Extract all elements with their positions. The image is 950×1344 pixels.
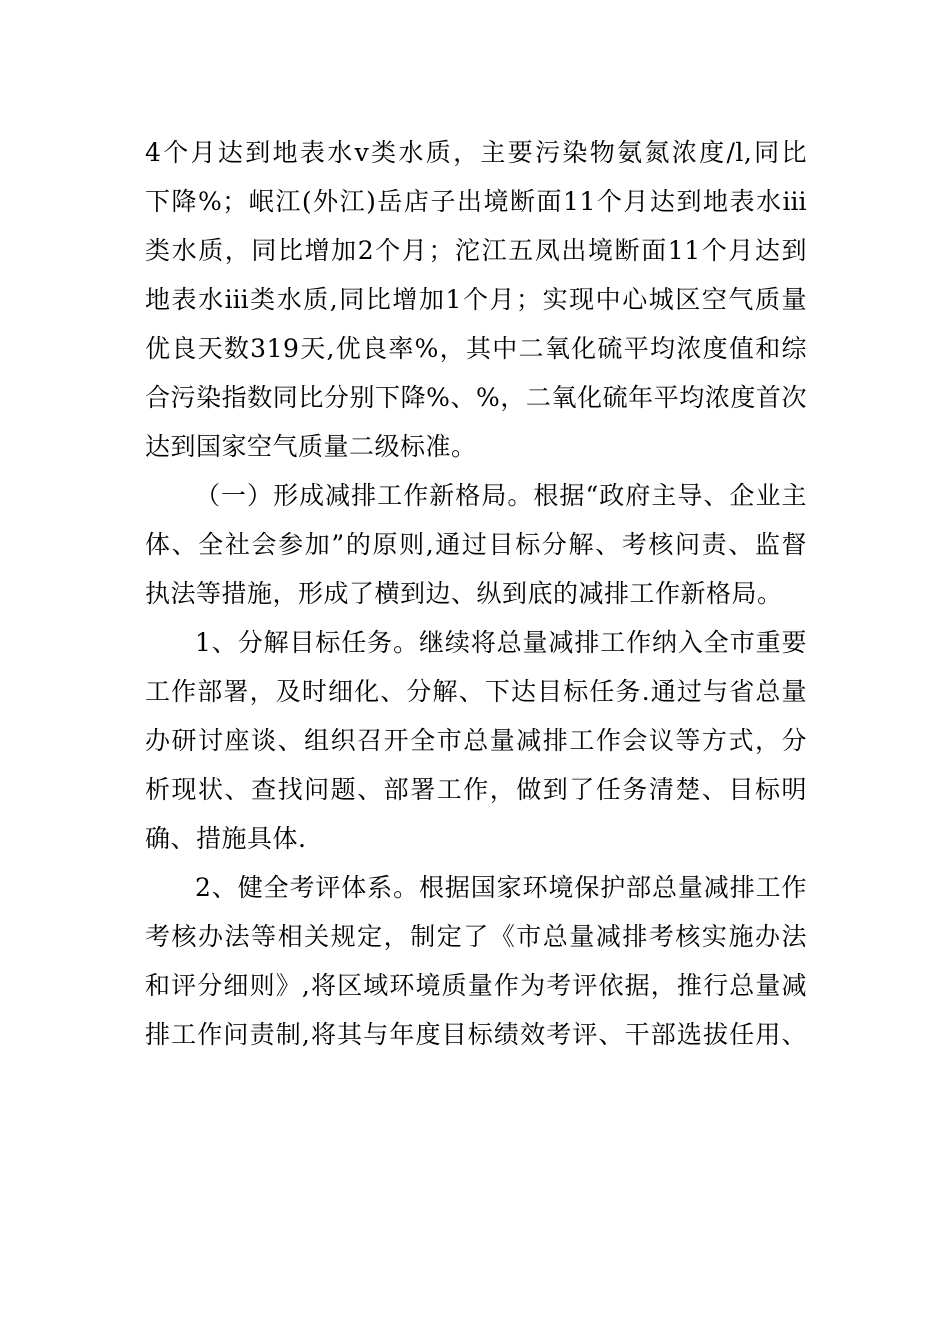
text-line: （一）形成减排工作新格局。根据“政府主导、企业主 <box>195 481 807 510</box>
text-line: 析现状、查找问题、部署工作，做到了任务清楚、目标明 <box>145 775 807 804</box>
text-line: 下降%；岷江(外江)岳店子出境断面11个月达到地表水ⅲ <box>145 187 807 216</box>
text-line: 2、健全考评体系。根据国家环境保护部总量减排工作 <box>195 873 807 902</box>
text-line: 体、全社会参加”的原则,通过目标分解、考核问责、监督 <box>145 530 807 559</box>
text-line: 1、分解目标任务。继续将总量减排工作纳入全市重要 <box>195 628 807 657</box>
text-line: 排工作问责制,将其与年度目标绩效考评、干部选拔任用、 <box>145 1020 807 1049</box>
document-body <box>145 128 807 1059</box>
paragraph <box>145 471 807 618</box>
paragraph <box>145 128 807 471</box>
text-line: 确、措施具体. <box>145 824 307 853</box>
paragraph <box>145 618 807 863</box>
text-line: 类水质，同比增加2个月；沱江五凤出境断面11个月达到 <box>145 236 807 265</box>
text-line: 达到国家空气质量二级标准。 <box>145 432 477 461</box>
text-line: 执法等措施，形成了横到边、纵到底的减排工作新格局。 <box>145 579 783 608</box>
text-line: 办研讨座谈、组织召开全市总量减排工作会议等方式，分 <box>145 726 807 755</box>
text-line: 考核办法等相关规定，制定了《市总量减排考核实施办法 <box>145 922 807 951</box>
text-line: 和评分细则》,将区域环境质量作为考评依据，推行总量减 <box>145 971 807 1000</box>
text-line: 工作部署，及时细化、分解、下达目标任务.通过与省总量 <box>145 677 807 706</box>
text-line: 地表水ⅲ类水质,同比增加1个月；实现中心城区空气质量 <box>145 285 807 314</box>
text-line: 优良天数319天,优良率%，其中二氧化硫平均浓度值和综 <box>145 334 807 363</box>
paragraph <box>145 863 807 1059</box>
text-line: 合污染指数同比分别下降%、%，二氧化硫年平均浓度首次 <box>145 383 807 412</box>
text-line: 4个月达到地表水ⅴ类水质，主要污染物氨氮浓度/l,同比 <box>145 138 807 167</box>
